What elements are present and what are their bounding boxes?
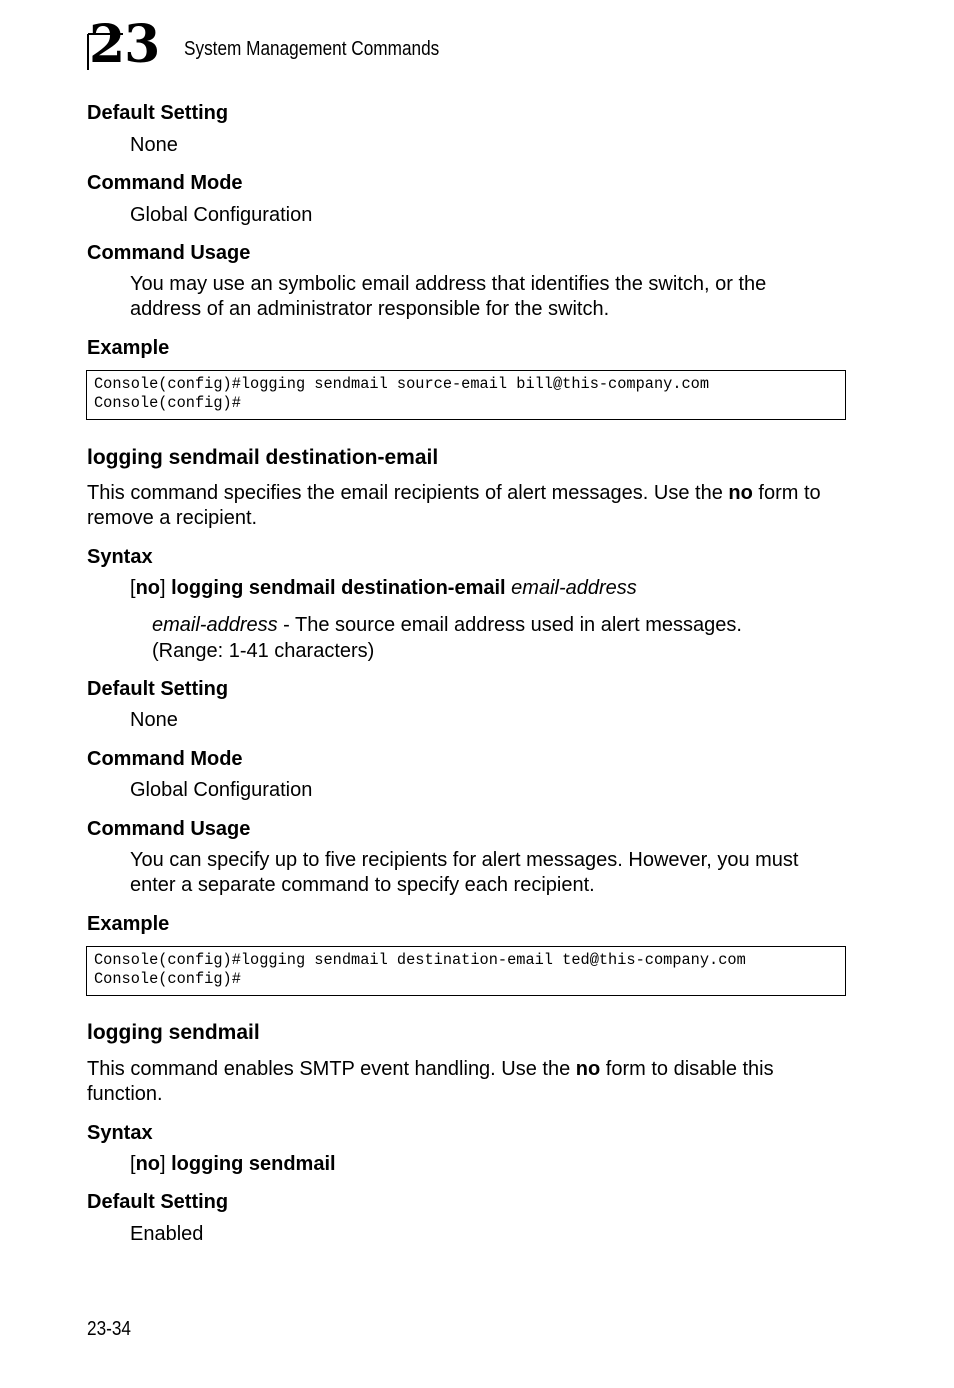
command-mode-heading: Command Mode bbox=[87, 748, 243, 770]
command-title: logging sendmail destination-email bbox=[87, 446, 439, 469]
command-usage-line: address of an administrator responsible for the switch. bbox=[130, 298, 610, 320]
desc-text: This command enables SMTP event handling. Use the bbox=[87, 1058, 576, 1080]
code-line: Console(config)# bbox=[94, 394, 241, 412]
code-line: Console(config)#logging sendmail source-email bill@this-company.com bbox=[94, 375, 710, 393]
example-heading: Example bbox=[87, 913, 170, 935]
default-setting-heading: Default Setting bbox=[87, 678, 229, 700]
command-usage-heading: Command Usage bbox=[87, 242, 251, 264]
syntax-bracket: [ bbox=[130, 1153, 136, 1175]
syntax-command: logging sendmail bbox=[171, 1153, 336, 1175]
syntax-line bbox=[130, 576, 637, 601]
desc-keyword: no bbox=[728, 482, 753, 504]
command-mode-value: Global Configuration bbox=[130, 779, 313, 801]
code-line: Console(config)#logging sendmail destination-email ted@this-company.com bbox=[94, 951, 746, 969]
command-usage-line: You may use an symbolic email address that identifies the switch, or the bbox=[130, 273, 767, 295]
default-setting-heading: Default Setting bbox=[87, 1191, 229, 1213]
parameter-text: - The source email address used in alert messages. bbox=[277, 614, 742, 636]
default-setting-value: None bbox=[130, 709, 178, 731]
default-setting-value: None bbox=[130, 134, 178, 156]
desc-text: form to bbox=[752, 482, 821, 504]
command-description bbox=[87, 481, 847, 506]
syntax-parameter: email-address bbox=[511, 577, 637, 599]
command-description-line: function. bbox=[87, 1083, 163, 1105]
chapter-number-tab bbox=[87, 14, 167, 75]
page-number: 23-34 bbox=[87, 1318, 131, 1340]
desc-keyword: no bbox=[575, 1058, 601, 1080]
running-title: System Management Commands bbox=[184, 38, 440, 60]
syntax-heading: Syntax bbox=[87, 546, 153, 568]
command-description bbox=[87, 1057, 847, 1082]
parameter-range: (Range: 1-41 characters) bbox=[152, 640, 375, 662]
command-mode-heading: Command Mode bbox=[87, 172, 243, 194]
example-code bbox=[87, 371, 845, 413]
parameter-name: email-address bbox=[152, 614, 278, 636]
command-mode-value: Global Configuration bbox=[130, 204, 313, 226]
syntax-bracket: [ bbox=[130, 577, 136, 599]
default-setting-value: Enabled bbox=[130, 1223, 204, 1245]
command-description-line: remove a recipient. bbox=[87, 507, 258, 529]
command-title: logging sendmail bbox=[87, 1021, 260, 1044]
code-line: Console(config)# bbox=[94, 970, 241, 988]
example-code bbox=[87, 947, 845, 989]
example-heading: Example bbox=[87, 337, 170, 359]
syntax-no-keyword: no bbox=[135, 1153, 160, 1175]
parameter-description bbox=[152, 612, 742, 638]
syntax-heading: Syntax bbox=[87, 1122, 153, 1144]
syntax-line bbox=[130, 1152, 336, 1177]
command-usage-line: You can specify up to five recipients for alert messages. However, you must bbox=[130, 849, 799, 871]
chapter-number: 23 bbox=[89, 14, 160, 75]
default-setting-heading: Default Setting bbox=[87, 102, 229, 124]
syntax-command: logging sendmail destination-email bbox=[171, 577, 506, 599]
syntax-bracket: ] bbox=[160, 1153, 172, 1175]
example-code-box bbox=[86, 946, 846, 996]
desc-text: form to disable this bbox=[600, 1058, 774, 1080]
example-code-box bbox=[86, 370, 846, 420]
desc-text: This command specifies the email recipients of alert messages. Use the bbox=[87, 482, 729, 504]
syntax-bracket: ] bbox=[160, 577, 172, 599]
command-usage-heading: Command Usage bbox=[87, 818, 251, 840]
syntax-no-keyword: no bbox=[135, 577, 160, 599]
command-usage-line: enter a separate command to specify each recipient. bbox=[130, 874, 595, 896]
